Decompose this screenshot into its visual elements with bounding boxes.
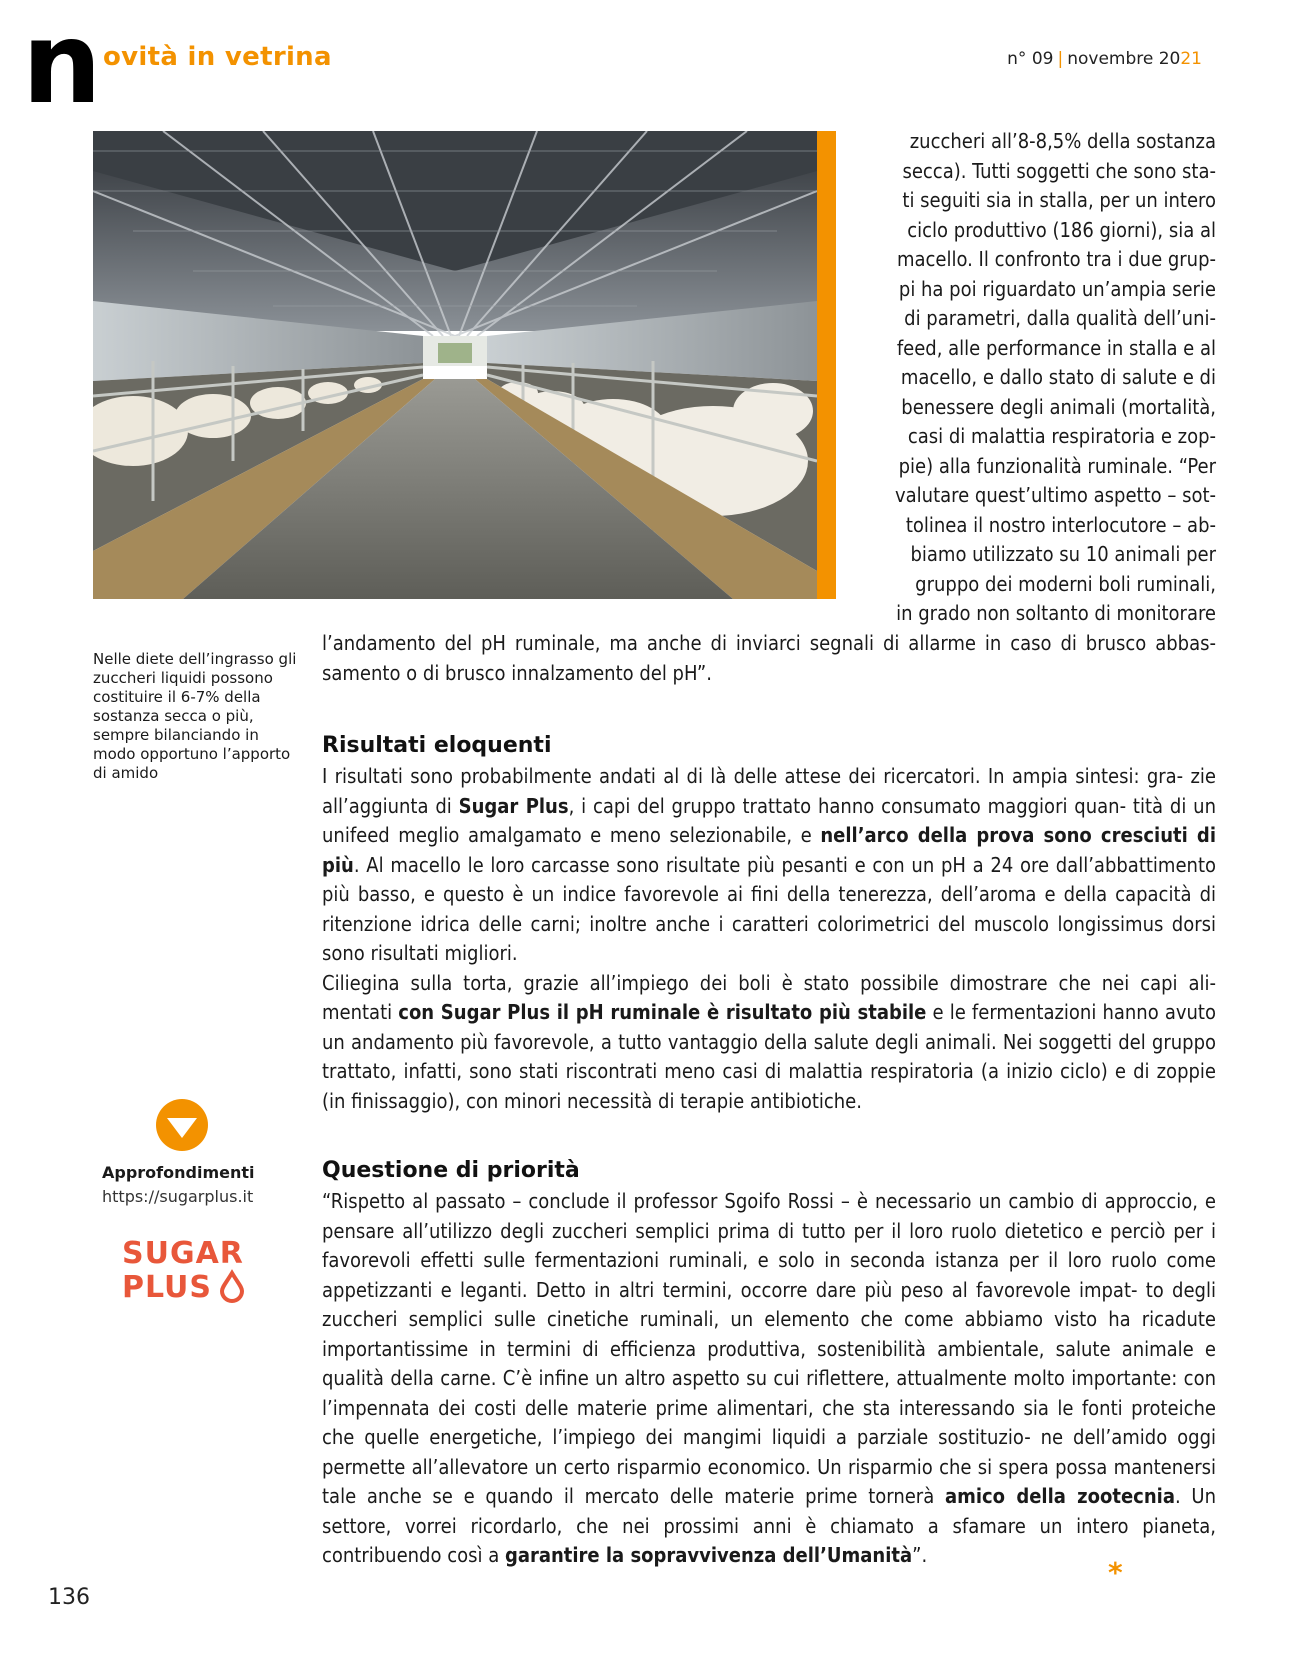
section-title: ovità in vetrina [103,42,332,72]
photo-caption: Nelle diete dell’ingrasso gli zuccheri liquidi possono costituire il 6-7% della sostanza secca o più, sempre bilanciando in modo opportuno l’apporto di amido [93,650,297,782]
arrow-down-circle-icon [155,1098,209,1152]
text-line: benessere degli animali (mortalità, [901,394,1216,419]
issue-month: novembre 20 [1067,49,1181,69]
text-line: ti seguiti sia in stalla, per un intero [902,188,1216,212]
section-heading-questione: Questione di priorità [322,1158,580,1183]
text-run: ”. [912,1543,928,1567]
text-run: I risultati sono probabilmente andati al di là delle attese dei ricercatori. In ampia sintesi: gra- zie all’aggiunta di [322,764,1216,818]
sugarplus-link[interactable]: https://sugarplus.it [102,1187,254,1206]
text-line: casi di malattia respiratoria e zop- [907,424,1216,448]
text-line: feed, alle performance in stalla e al [896,335,1216,360]
bold-text: Sugar Plus [458,793,569,818]
text-line: zuccheri all’8-8,5% della sostanza [909,129,1216,153]
article-paragraph [322,969,1216,1117]
text-line: secca). Tutti soggetti che sono sta- [902,158,1216,183]
text-run: e le fermentazioni hanno avuto un andamento più favorevole, a tutto vantaggio della salute degli animali. Nei soggetti del gruppo trattato, infatti, sono stati riscontrati meno casi di malattia respiratoria (a inizio ciclo) e di zoppie (in finissaggio), con minori necessità di terapie antibiotiche. [322,1000,1216,1113]
risultati-text [322,762,1216,1116]
text-line: valutare quest’ultimo aspetto – sot- [895,483,1216,507]
issue-separator: | [1057,49,1064,69]
bold-text: garantire la sopravvivenza dell’Umanità [504,1543,913,1567]
end-of-article-mark: * [1108,1556,1123,1589]
section-initial-letter: n [22,0,98,129]
text-line: pie) alla funzionalità ruminale. “Per [898,453,1216,478]
text-run: . Al macello le loro carcasse sono risultate più pesanti e con un pH a 24 ore dall’abbattimento più basso, e questo è un indice favorevole ai fini della tenerezza, dell’aroma e della capacità di ritenzione idrica delle carni; inoltre anche i caratteri colorimetrici del muscolo longissimus dorsi sono risultati migliori. [322,852,1216,965]
text-line: tolinea il nostro interlocutore – ab- [905,512,1216,537]
article-text-column [858,127,1216,629]
text-run: , i capi del gruppo trattato hanno consumato maggiori quan- tità di un unifeed meglio amalgamato e meno selezionabile, e [322,793,1216,847]
article-paragraph [322,762,1216,969]
issue-number: n° 09 [1007,49,1054,69]
text-line: biamo utilizzato su 10 animali per [910,542,1216,566]
page-number: 136 [48,1585,90,1610]
text-line: gruppo dei moderni boli ruminali, [915,571,1216,596]
bold-text: con Sugar Plus il pH ruminale è risultato più stabile [398,1000,927,1024]
sugar-plus-logo [118,1233,258,1303]
questione-text [322,1187,1216,1571]
text-line: in grado non soltanto di monitorare [896,601,1216,625]
text-line: ciclo produttivo (186 giorni), sia al [907,217,1216,242]
article-paragraph: l’andamento del pH ruminale, ma anche di inviarci segnali di allarme in caso di brusco abbas- samento o di brusco innalzamento del pH”. [322,631,1216,685]
text-line: macello, e dallo stato di salute e di [900,365,1216,389]
article-paragraph [322,1187,1216,1571]
text-run: Ciliegina sulla torta, grazie all’impiego dei boli è stato possibile dimostrare che nei capi ali- mentati [322,970,1216,1024]
section-heading-risultati: Risultati eloquenti [322,733,552,758]
logo-text-sugar: SUGAR [122,1236,244,1271]
issue-info [1007,49,1202,69]
bold-text: nell’arco della prova sono cresciuti di più [322,823,1216,877]
logo-text-plus: PLUS [122,1270,213,1303]
drop-icon [222,1273,242,1301]
text-line: di parametri, dalla qualità dell’uni- [904,306,1216,330]
text-run: . Un settore, vorrei ricordarlo, che nei prossimi anni è chiamato a sfamare un intero pianeta, contribuendo così a [322,1484,1216,1567]
bold-text: amico della zootecnia [944,1484,1175,1508]
barn-photo [93,131,817,599]
text-line: macello. Il confronto tra i due grup- [896,247,1216,271]
text-line: pi ha poi riguardato un’ampia serie [898,276,1216,301]
approfondimenti-label: Approfondimenti [102,1163,255,1182]
photo-accent-bar [817,131,836,599]
text-run: “Rispetto al passato – conclude il professor Sgoifo Rossi – è necessario un cambio di approccio, e pensare all’utilizzo degli zuccheri semplici prima di tutto per il loro ruolo dietetico e perciò per i favorevoli effetti sulle fermentazioni ruminali, e solo in seconda istanza per il loro ruolo come appetizzanti e leganti. Detto in altri termini, occorre dare più peso al favorevole impat- to degli zuccheri semplici sulle cinetiche ruminali, un elemento che come abbiamo visto ha ricadute importantissime in termini di efficienza produttiva, sostenibilità ambientale, salute animale e qualità della carne. C’è infine un altro aspetto su cui riflettere, attualmente molto importante: con l’impennata dei costi delle materie prime alimentari, che sta interessando sia le fonti proteiche che quelle energetiche, l’impiego dei mangimi liquidi a parziale sostituzio- ne dell’amido oggi permette all’allevatore un certo risparmio economico. Un risparmio che si spera possa mantenersi tale anche se e quando il mercato delle materie prime tornerà [322,1189,1216,1508]
issue-year-suffix: 21 [1180,49,1202,69]
